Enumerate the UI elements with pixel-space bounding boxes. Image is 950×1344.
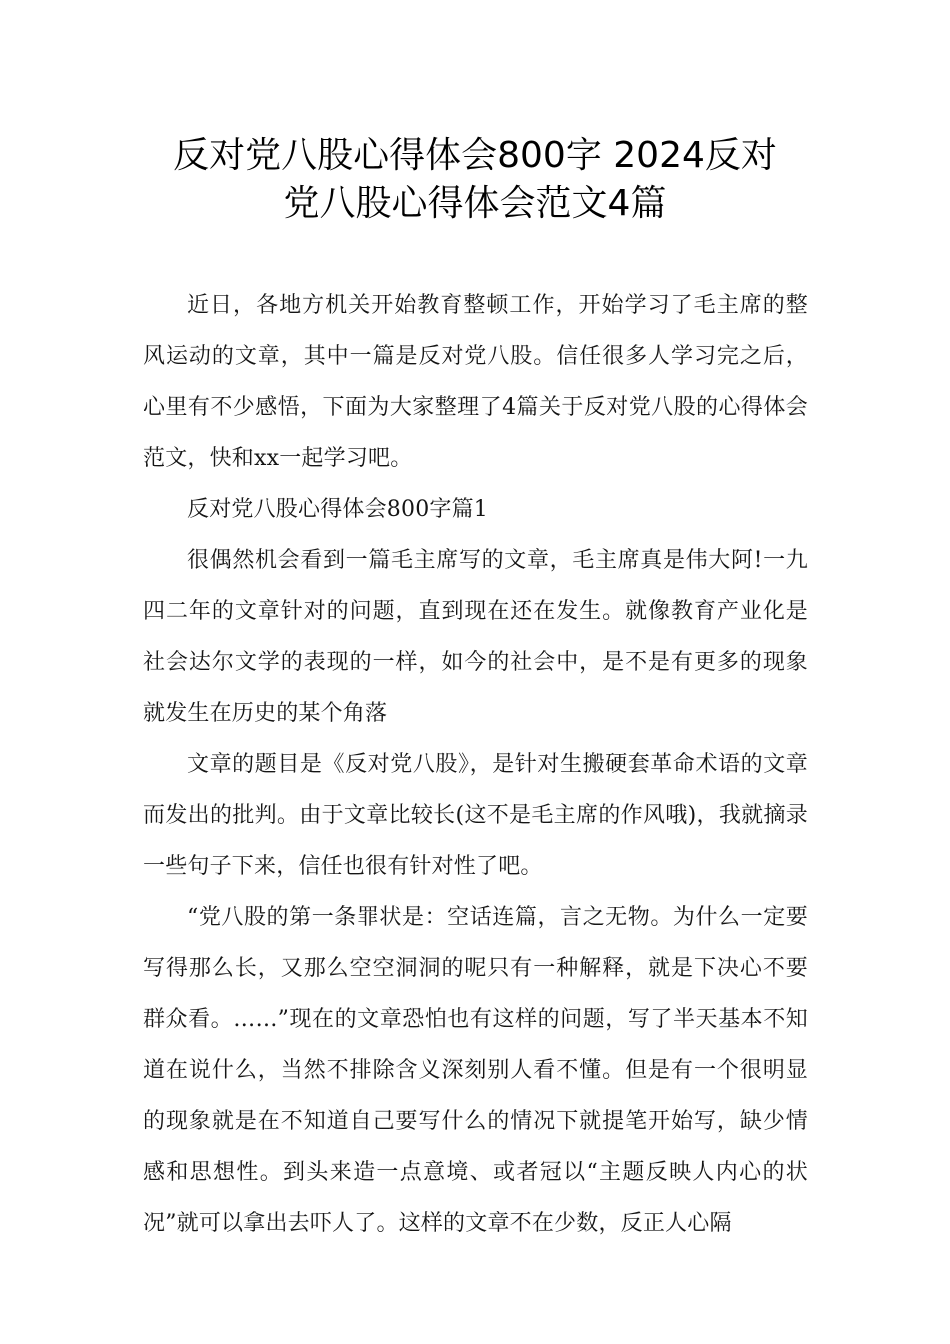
document-body xyxy=(143,280,808,1249)
body-paragraph: “党八股的第一条罪状是：空话连篇，言之无物。为什么一定要写得那么长，又那么空空洞洞的呢只有一种解释，就是下决心不要群众看。……”现在的文章恐怕也有这样的问题，写了半天基本不知道在说什么，当然不排除含义深刻别人看不懂。但是有一个很明显的现象就是在不知道自己要写什么的情况下就提笔开始写，缺少情感和思想性。到头来造一点意境、或者冠以“主题反映人内心的状况”就可以拿出去吓人了。这样的文章不在少数，反正人心隔 xyxy=(143,905,808,1236)
document-title-line-1: 反对党八股心得体会800字 2024反对 xyxy=(173,135,777,176)
section-heading: 反对党八股心得体会800字篇1 xyxy=(187,497,488,522)
body-paragraph: 很偶然机会看到一篇毛主席写的文章，毛主席真是伟大阿!一九四二年的文章针对的问题，直到现在还在发生。就像教育产业化是社会达尔文学的表现的一样，如今的社会中，是不是有更多的现象就发生在历史的某个角落 xyxy=(143,548,808,726)
body-paragraph: 文章的题目是《反对党八股》，是针对生搬硬套革命术语的文章而发出的批判。由于文章比较长(这不是毛主席的作风哦)，我就摘录一些句子下来，信任也很有针对性了吧。 xyxy=(143,752,808,879)
document-title-line-2: 党八股心得体会范文4篇 xyxy=(283,183,667,224)
intro-paragraph: 近日，各地方机关开始教育整顿工作，开始学习了毛主席的整风运动的文章，其中一篇是反对党八股。信任很多人学习完之后，心里有不少感悟，下面为大家整理了4篇关于反对党八股的心得体会范文，快和xx一起学习吧。 xyxy=(143,293,808,471)
